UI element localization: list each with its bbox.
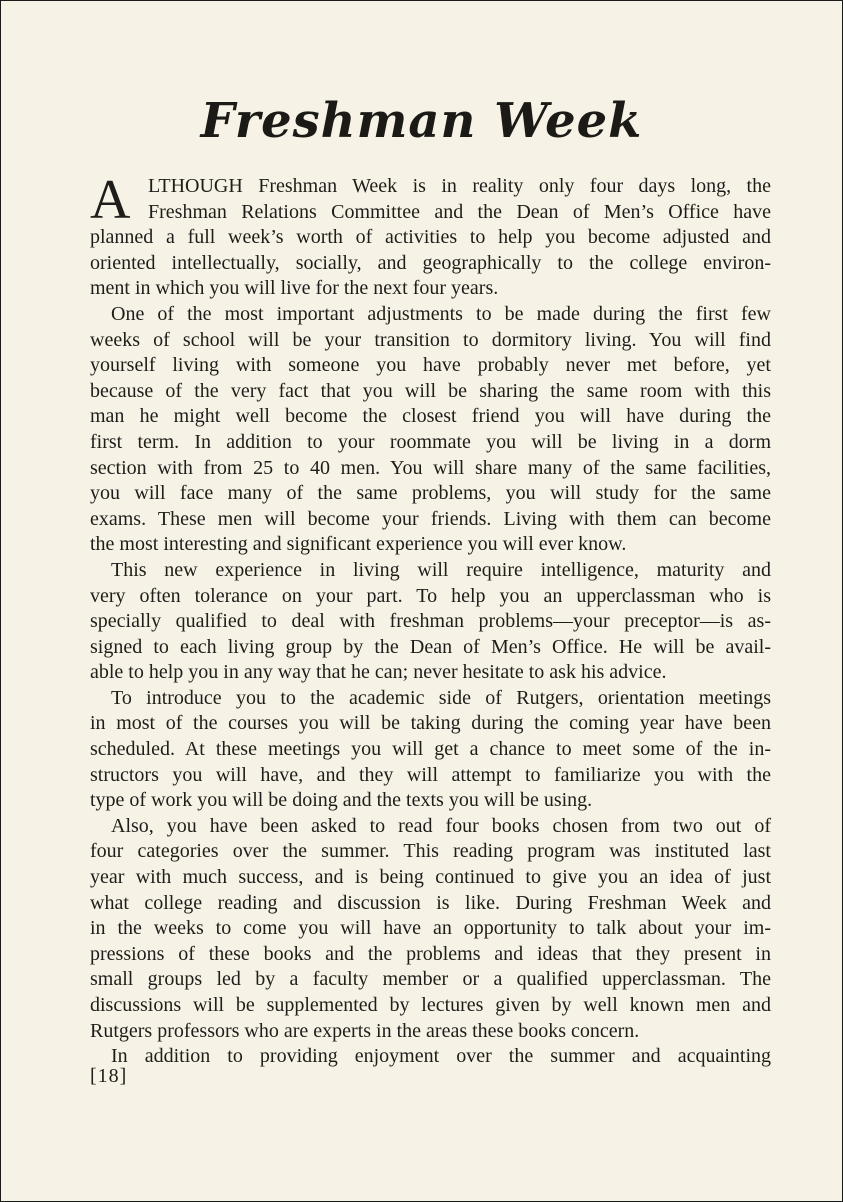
text-line: weeks of school will be your transition to dormitory living. You will find bbox=[90, 328, 771, 351]
text-line: This new experience in living will require intelligence, maturity and bbox=[111, 558, 771, 581]
text-line: specially qualified to deal with freshman problems—your preceptor—is as- bbox=[90, 610, 771, 633]
text-line: four categories over the summer. This reading program was instituted last bbox=[90, 840, 771, 863]
text-line: first term. In addition to your roommate you will be living in a dorm bbox=[90, 430, 771, 453]
text-line: man he might well become the closest friend you will have during the bbox=[90, 405, 771, 428]
text-line: Rutgers professors who are experts in the areas these books concern. bbox=[90, 1019, 640, 1042]
text-line: able to help you in any way that he can; never hesitate to ask his advice. bbox=[90, 661, 667, 684]
text-line: planned a full week’s worth of activities to help you become adjusted and bbox=[90, 226, 771, 249]
text-line: small groups led by a faculty member or a qualified upperclassman. The bbox=[90, 968, 771, 991]
text-line: very often tolerance on your part. To help you an upperclassman who is bbox=[90, 584, 771, 607]
text-line: type of work you will be doing and the texts you will be using. bbox=[90, 789, 593, 812]
body-text bbox=[90, 169, 771, 1070]
text-line: In addition to providing enjoyment over the summer and acquainting bbox=[111, 1045, 771, 1068]
text-line: exams. These men will become your friends. Living with them can become bbox=[90, 507, 771, 530]
text-line: oriented intellectually, socially, and geographically to the college environ- bbox=[90, 251, 771, 274]
text-line: yourself living with someone you have probably never met before, yet bbox=[90, 354, 771, 377]
text-line: signed to each living group by the Dean of Men’s Office. He will be avail- bbox=[90, 635, 771, 658]
text-line: One of the most important adjustments to be made during the first few bbox=[111, 302, 771, 325]
text-line: because of the very fact that you will be sharing the same room with this bbox=[90, 379, 771, 402]
text-line: ment in which you will live for the next four years. bbox=[90, 277, 499, 300]
text-line: you will face many of the same problems, you will study for the same bbox=[90, 482, 771, 505]
text-line: the most interesting and significant experience you will ever know. bbox=[90, 533, 627, 556]
text-line: structors you will have, and they will attempt to familiarize you with the bbox=[90, 763, 771, 786]
page-number: [18] bbox=[90, 1065, 128, 1087]
text-line: year with much success, and is being continued to give you an idea of just bbox=[90, 866, 771, 889]
text-line: pressions of these books and the problems and ideas that they present in bbox=[90, 942, 771, 965]
text-line: To introduce you to the academic side of Rutgers, orientation meetings bbox=[111, 686, 771, 709]
text-line: in most of the courses you will be taking during the coming year have been bbox=[90, 712, 771, 735]
text-line: LTHOUGH Freshman Week is in reality only four days long, the bbox=[148, 175, 771, 197]
text-line: in the weeks to come you will have an opportunity to talk about your im- bbox=[90, 917, 771, 940]
text-line: Also, you have been asked to read four books chosen from two out of bbox=[111, 814, 771, 837]
drop-cap: A bbox=[90, 169, 131, 231]
text-line: scheduled. At these meetings you will get a chance to meet some of the in- bbox=[90, 738, 771, 761]
text-line: section with from 25 to 40 men. You will share many of the same facilities, bbox=[90, 456, 771, 479]
page-title: Freshman Week bbox=[200, 93, 643, 149]
text-line: discussions will be supplemented by lectures given by well known men and bbox=[90, 994, 771, 1016]
text-line: what college reading and discussion is like. During Freshman Week and bbox=[90, 891, 771, 914]
text-line: Freshman Relations Committee and the Dean of Men’s Office have bbox=[148, 200, 771, 223]
